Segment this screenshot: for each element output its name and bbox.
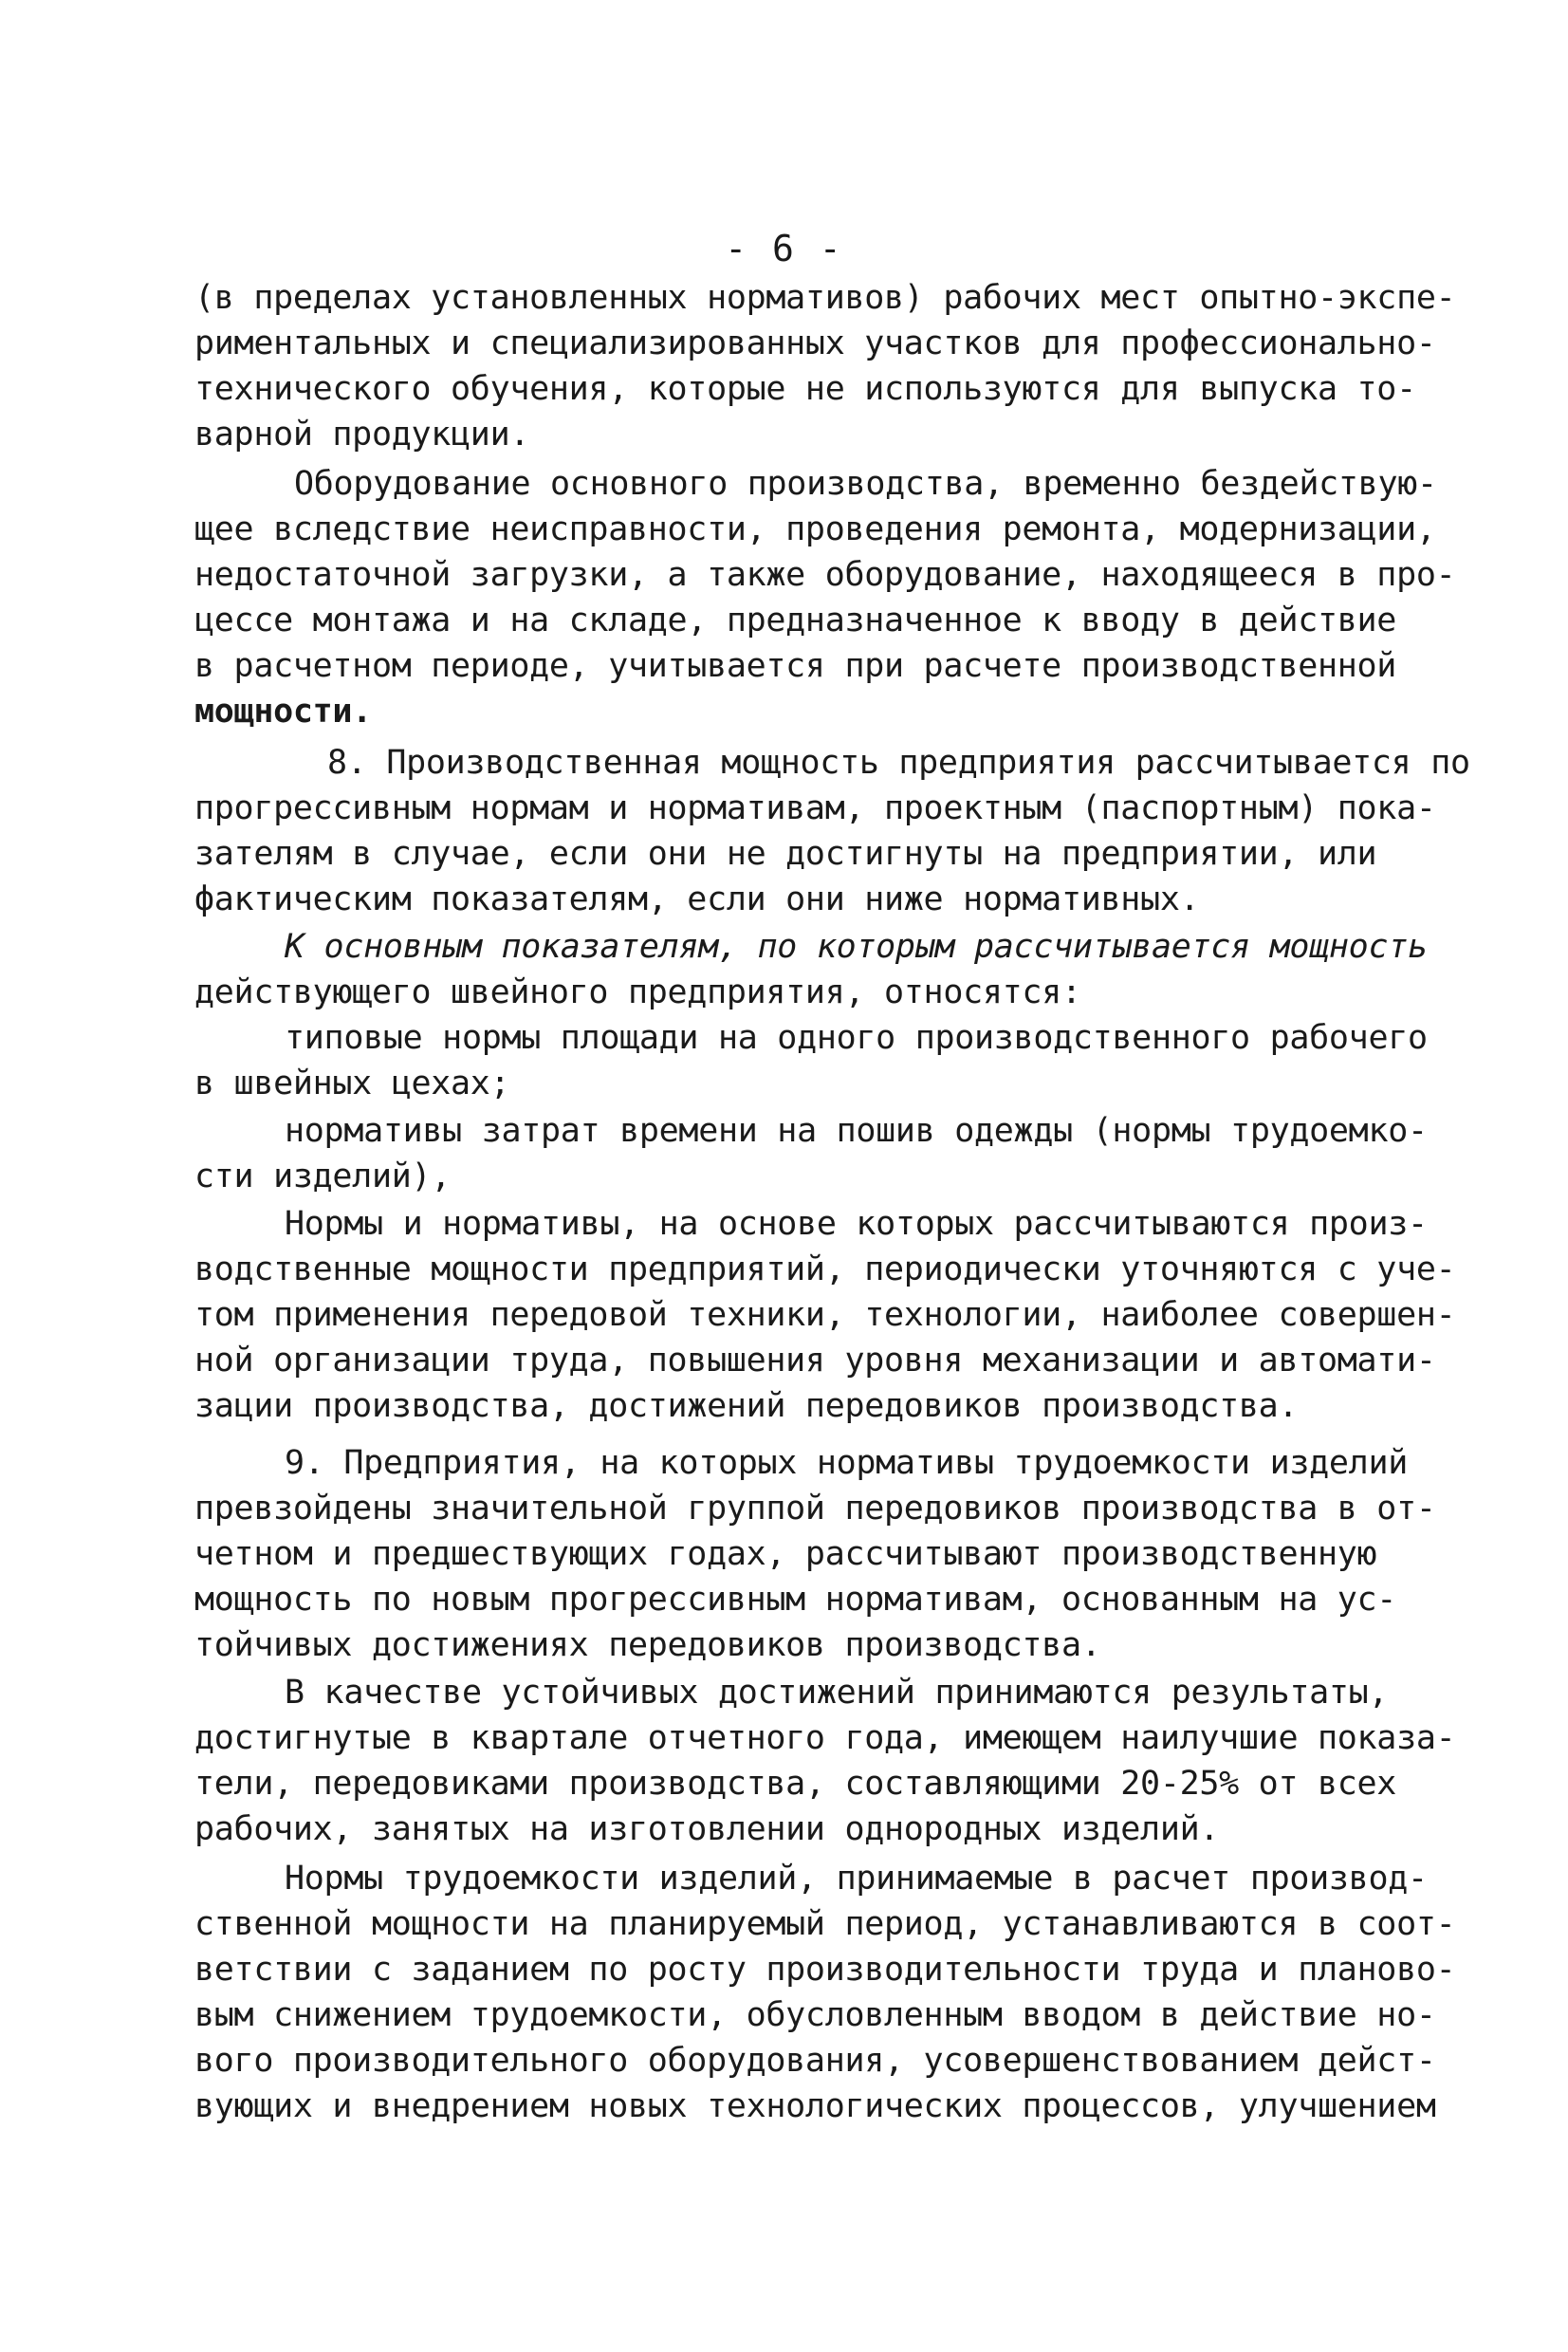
- text-line: превзойдены значительной группой передовиков производства в от-: [194, 1490, 1436, 1528]
- text-line: (в пределах установленных нормативов) рабочих мест опытно-экспе-: [194, 279, 1456, 317]
- text-line: Оборудование основного производства, временно бездействую-: [294, 465, 1437, 503]
- text-line: тойчивых достижениях передовиков производства.: [194, 1626, 1101, 1664]
- text-line: вого производительного оборудования, усовершенствованием дейст-: [194, 2042, 1436, 2080]
- text-line: типовые нормы площади на одного производственного рабочего: [285, 1019, 1428, 1057]
- text-line: щее вследствие неисправности, проведения ремонта, модернизации,: [194, 510, 1436, 548]
- text-line: 9. Предприятия, на которых нормативы трудоемкости изделий: [285, 1444, 1408, 1482]
- text-line: ственной мощности на планируемый период, устанавливаются в соот-: [194, 1905, 1456, 1943]
- text-line: ветствии с заданием по росту производительности труда и планово-: [194, 1951, 1456, 1989]
- text-line: недостаточной загрузки, а также оборудование, находящееся в про-: [194, 556, 1456, 594]
- text-line: 8. Производственная мощность предприятия рассчитывается по: [327, 744, 1470, 782]
- text-line: Нормы трудоемкости изделий, принимаемые в расчет производ-: [285, 1860, 1428, 1898]
- text-line: в швейных цехах;: [194, 1065, 510, 1102]
- text-line: мощность по новым прогрессивным нормативам, основанным на ус-: [194, 1581, 1397, 1619]
- text-line: В качестве устойчивых достижений принимаются результаты,: [285, 1674, 1389, 1712]
- page-number: - 6 -: [725, 228, 843, 269]
- text-line: зации производства, достижений передовиков производства.: [194, 1387, 1299, 1425]
- text-line: варной продукции.: [194, 416, 530, 454]
- text-line: вующих и внедрением новых технологических процессов, улучшением: [194, 2087, 1436, 2125]
- text-line: водственные мощности предприятий, периодически уточняются с уче-: [194, 1250, 1456, 1288]
- text-line: риментальных и специализированных участков для профессионально-: [194, 324, 1436, 362]
- text-line: тели, передовиками производства, составляющими 20-25% от всех: [194, 1765, 1397, 1803]
- text-line: Нормы и нормативы, на основе которых рассчитываются произ-: [285, 1205, 1428, 1243]
- text-line: ной организации труда, повышения уровня механизации и автомати-: [194, 1342, 1436, 1380]
- text-line: действующего швейного предприятия, относятся:: [194, 973, 1081, 1011]
- text-line: в расчетном периоде, учитывается при расчете производственной: [194, 647, 1397, 685]
- text-line: вым снижением трудоемкости, обусловленным вводом в действие но-: [194, 1996, 1436, 2034]
- text-line: том применения передовой техники, технологии, наиболее совершен-: [194, 1296, 1456, 1334]
- text-line: достигнутые в квартале отчетного года, имеющем наилучшие показа-: [194, 1719, 1456, 1757]
- text-line: зателям в случае, если они не достигнуты на предприятии, или: [194, 835, 1377, 873]
- text-line: технического обучения, которые не используются для выпуска то-: [194, 370, 1416, 408]
- text-line: фактическим показателям, если они ниже нормативных.: [194, 880, 1200, 918]
- text-line: мощности.: [194, 693, 372, 731]
- text-line: сти изделий),: [194, 1157, 452, 1195]
- text-line: К основным показателям, по которым рассчитывается мощность: [285, 928, 1428, 966]
- text-line: нормативы затрат времени на пошив одежды (нормы трудоемко-: [285, 1112, 1428, 1150]
- text-line: цессе монтажа и на складе, предназначенное к вводу в действие: [194, 602, 1397, 639]
- text-line: прогрессивным нормам и нормативам, проектным (паспортным) пока-: [194, 789, 1436, 827]
- text-line: рабочих, занятых на изготовлении однородных изделий.: [194, 1810, 1220, 1848]
- text-line: четном и предшествующих годах, рассчитывают производственную: [194, 1535, 1377, 1573]
